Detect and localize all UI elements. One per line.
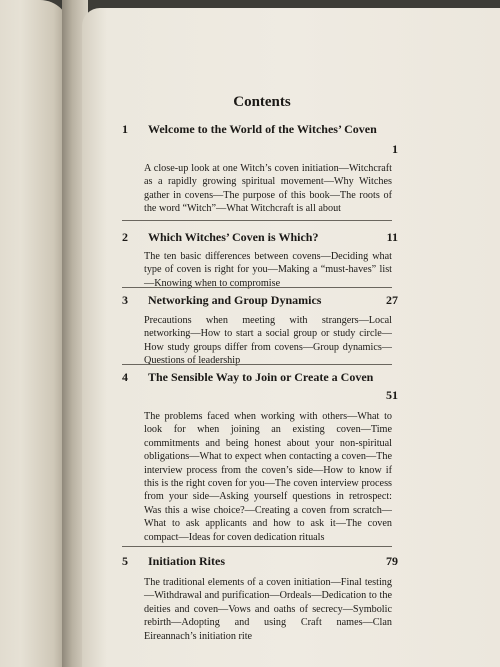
chapter-page-number: 79 xyxy=(386,554,398,568)
divider xyxy=(122,364,392,365)
chapter-number: 4 xyxy=(122,370,128,384)
chapter-number: 2 xyxy=(122,230,128,244)
chapter-description: Precautions when meeting with strangers—Local networking—How to start a social group or study circle—How study groups differ from covens—Group dynamics—Questions of leadership xyxy=(144,315,392,367)
chapter-number: 1 xyxy=(122,122,128,136)
divider xyxy=(122,220,392,221)
chapter-number: 3 xyxy=(122,293,128,307)
divider xyxy=(122,287,392,288)
chapter-number: 5 xyxy=(122,554,128,568)
chapter-description: The traditional elements of a coven initiation—Final testing—Withdrawal and purification—Ordeals—Dedication to the deities and coven—Vows and oaths of secrecy—Symbolic rebirth—Adopting and using Craft names—Clan Eireannach’s initiation rite xyxy=(144,577,392,642)
chapter-page-number: 11 xyxy=(386,230,398,244)
chapter-description: A close-up look at one Witch’s coven initiation—Witchcraft as a rapidly growing spiritual movement—Why Witches gather in covens—The purpose of this book—The roots of the word “Witch”—What Witchcraft is all about xyxy=(144,163,392,215)
chapter-description: The problems faced when working with others—What to look for when joining an existing coven—Time commitments and being honest about your non-spiritual obligations—What to expect when contacting a coven—The interview process from the coven’s side—How to know if this is the right coven for you—The coven interview process from your side—Asking yourself questions in retrospect: Was this a wise choice?—Creating a coven from scratch—What to ask applicants and how to ask it—The coven compact—Ideas for coven dedication rituals xyxy=(144,411,392,543)
chapter-page-number: 1 xyxy=(392,142,398,156)
chapter-page-number: 51 xyxy=(386,388,398,402)
chapter-title: Initiation Rites xyxy=(148,554,226,568)
chapter-title: The Sensible Way to Join or Create a Coven xyxy=(148,370,374,384)
facing-page xyxy=(0,0,70,667)
divider xyxy=(122,546,392,547)
contents-page xyxy=(82,8,500,667)
chapter-title: Which Witches’ Coven is Which? xyxy=(148,230,319,244)
chapter-title: Networking and Group Dynamics xyxy=(148,293,322,307)
chapter-title: Welcome to the World of the Witches’ Coven xyxy=(148,122,377,136)
chapter-description: The ten basic differences between covens—Deciding what type of coven is right for you—Making a “must-haves” list—Knowing when to compromise xyxy=(144,251,392,289)
chapter-page-number: 27 xyxy=(386,293,398,307)
contents-title: Contents xyxy=(233,94,291,110)
